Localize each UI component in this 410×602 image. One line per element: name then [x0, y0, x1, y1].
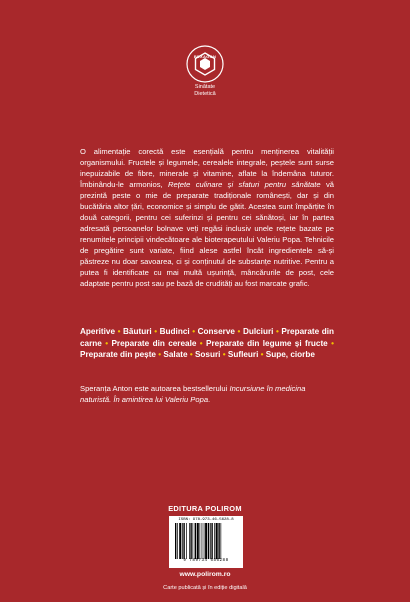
- logo-subtitle-2: Dietetică: [194, 91, 216, 97]
- categories-list: [80, 326, 334, 361]
- bullet-icon: •: [115, 327, 124, 336]
- barcode-icon: [173, 523, 239, 559]
- author-text-b: .: [208, 395, 211, 404]
- bullet-icon: •: [156, 350, 164, 359]
- hexagon-logo-icon: [186, 45, 224, 83]
- bullet-icon: •: [273, 327, 282, 336]
- category-item: Dulciuri: [242, 327, 274, 336]
- author-book-title: Incursiune în medicina naturistă. În amintirea lui Valeriu Popa: [80, 384, 306, 404]
- bullet-icon: •: [196, 338, 207, 348]
- barcode-digits: 9 789734 656288: [183, 559, 229, 563]
- publisher-logo: [176, 45, 234, 97]
- barcode-panel: [169, 516, 243, 568]
- isbn-number: ISBN: 978-973-46-5628-8: [178, 518, 234, 522]
- author-text-a: Speranța Anton este autoarea bestsellerului: [80, 384, 230, 393]
- category-item: Aperitive: [80, 327, 116, 336]
- author-paragraph: [80, 383, 334, 405]
- description-text-b: vă prezintă peste o mie de preparate tradiționale românești, dar și din bucătăria altor țări, economice și simplu de gătit. Acestea sunt împărțite în două categorii, pentru cei suferinzi și pentru cei sănătoși, iar în partea adresată persoanelor bolnave veți regăsi inclusiv unele rețete bazate pe renumitele principii vindecătoare ale bioterapeutului Valeriu Popa. Tehnicile de pregătire sunt variate, fiind alese astfel încât ingredientele să-și păstreze nu doar savoarea, ci și conținutul de substanțe nutritive. Pentru a putea fi identificate cu mai multă ușurință, mâncărurile de post, cele adaptate pentru post sau pe bază de crudități au fost marcate grafic.: [80, 180, 334, 288]
- bullet-icon: •: [220, 350, 228, 359]
- publisher-website[interactable]: www.polirom.ro: [179, 571, 231, 578]
- category-item: Preparate din carne: [80, 327, 334, 348]
- bullet-icon: •: [187, 350, 195, 359]
- logo-subtitle-1: Sinătate: [194, 84, 216, 90]
- category-item: Supe, ciorbe: [265, 350, 315, 359]
- description-text-a: O alimentație corectă este esențială pentru menținerea vitalității organismului. Fructele și legumele, cerealele integrale, peștele sunt surse inepuizabile de fibre, minerale și vitamine, aflate la îndemâna tuturor. Îmbinându-le armonios,: [80, 147, 334, 189]
- category-item: Budinci: [159, 327, 190, 336]
- category-item: Preparate din cereale: [111, 338, 197, 348]
- book-title: Rețete culinare și sfaturi pentru sănătate: [167, 180, 321, 189]
- description-paragraph: [80, 146, 334, 289]
- category-item: Sosuri: [194, 350, 221, 359]
- bullet-icon: •: [101, 338, 112, 348]
- category-item: Băuturi: [123, 327, 152, 336]
- category-item: Salate: [163, 350, 188, 359]
- category-item: Preparate din pește: [80, 350, 156, 359]
- category-item: Preparate din legume și fructe: [206, 338, 328, 348]
- digital-edition-note: Carte publicată și în ediție digitală: [163, 585, 247, 591]
- bullet-icon: •: [151, 327, 160, 336]
- bullet-icon: •: [327, 338, 334, 348]
- bullet-icon: •: [189, 327, 198, 336]
- bullet-icon: •: [234, 327, 243, 336]
- category-item: Sufleuri: [227, 350, 259, 359]
- logo-top-text: BEXAGON: [193, 54, 217, 59]
- publisher-name: EDITURA POLIROM: [168, 504, 242, 513]
- bullet-icon: •: [258, 350, 266, 359]
- category-item: Conserve: [197, 327, 235, 336]
